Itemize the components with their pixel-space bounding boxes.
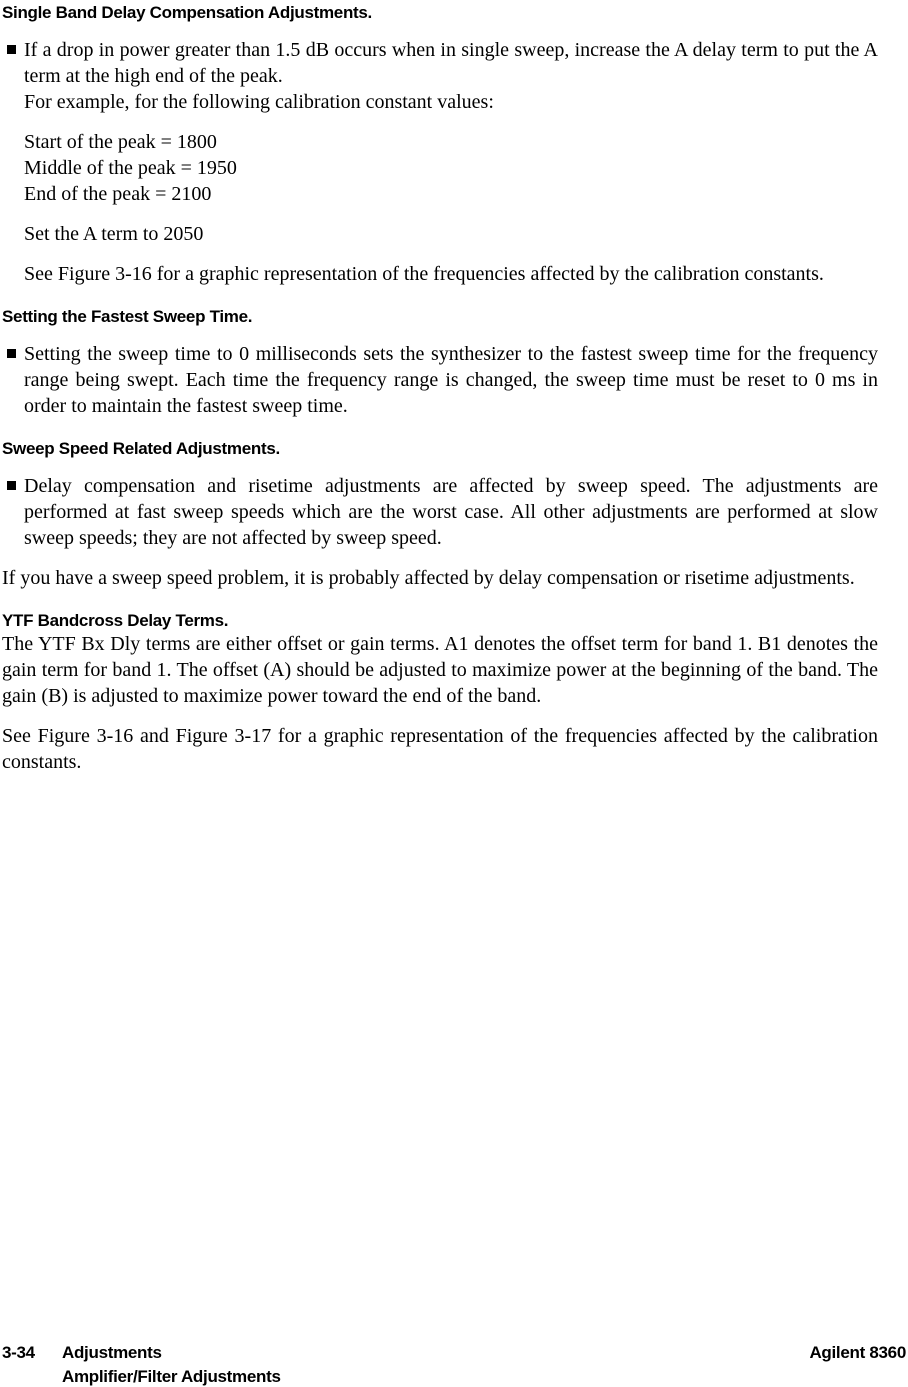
paragraph-see-figures-3-16-3-17: See Figure 3-16 and Figure 3-17 for a graphic representation of the frequencies affected by the calibration constants. — [2, 725, 878, 773]
page-number: 3-34 — [2, 1343, 35, 1362]
bullet-item-single-band — [2, 37, 878, 115]
footer-chapter: Adjustments — [62, 1343, 162, 1362]
value-line-middle-of-peak: Middle of the peak = 1950 — [24, 157, 237, 179]
bullet-text-single-band: If a drop in power greater than 1.5 dB occurs when in single sweep, increase the A delay term to put the A term at the high end of the peak. — [24, 39, 878, 87]
calibration-values — [24, 129, 878, 207]
footer-section-title: Amplifier/Filter Adjustments — [62, 1367, 281, 1386]
bullet-square-icon — [7, 349, 16, 358]
bullet-text-container — [24, 473, 878, 551]
bullet-square-icon — [7, 45, 16, 54]
bullet-item-sweep-speed — [2, 473, 878, 551]
footer-product-name: Agilent 8360 — [809, 1343, 906, 1362]
bullet-text-container — [24, 37, 878, 115]
bullet-item-fastest-sweep — [2, 341, 878, 419]
value-line-start-of-peak: Start of the peak = 1800 — [24, 131, 217, 153]
page-footer — [2, 1341, 906, 1387]
heading-ytf-bandcross-delay-terms: YTF Bandcross Delay Terms. — [2, 611, 229, 630]
set-a-term-line: Set the A term to 2050 — [24, 223, 204, 245]
bullet-text-example-intro: For example, for the following calibration constant values: — [24, 91, 494, 113]
bullet-text-sweep-speed: Delay compensation and risetime adjustments are affected by sweep speed. The adjustments are performed at fast sweep speeds which are the worst case. All other adjustments are performed at slow sweep speeds; they are not affected by sweep speed. — [24, 475, 878, 549]
paragraph-sweep-speed-problem: If you have a sweep speed problem, it is probably affected by delay compensation or risetime adjustments. — [2, 567, 855, 589]
bullet-text-container — [24, 341, 878, 419]
paragraph-ytf-terms: The YTF Bx Dly terms are either offset or gain terms. A1 denotes the offset term for band 1. B1 denotes the gain term for band 1. The offset (A) should be adjusted to maximize power at the beginning of the band. The gain (B) is adjusted to maximize power toward the end of the band. — [2, 633, 878, 707]
footer-row-1 — [2, 1341, 906, 1365]
heading-single-band-delay: Single Band Delay Compensation Adjustments. — [2, 3, 372, 22]
see-figure-3-16-note: See Figure 3-16 for a graphic representation of the frequencies affected by the calibration constants. — [24, 263, 824, 285]
bullet-text-fastest-sweep: Setting the sweep time to 0 milliseconds sets the synthesizer to the fastest sweep time for the frequency range being swept. Each time the frequency range is changed, the sweep time must be reset to 0 ms in order to maintain the fastest sweep time. — [24, 343, 878, 417]
value-line-end-of-peak: End of the peak = 2100 — [24, 183, 212, 205]
heading-fastest-sweep-time: Setting the Fastest Sweep Time. — [2, 307, 253, 326]
heading-sweep-speed-related: Sweep Speed Related Adjustments. — [2, 439, 280, 458]
bullet-square-icon — [7, 481, 16, 490]
